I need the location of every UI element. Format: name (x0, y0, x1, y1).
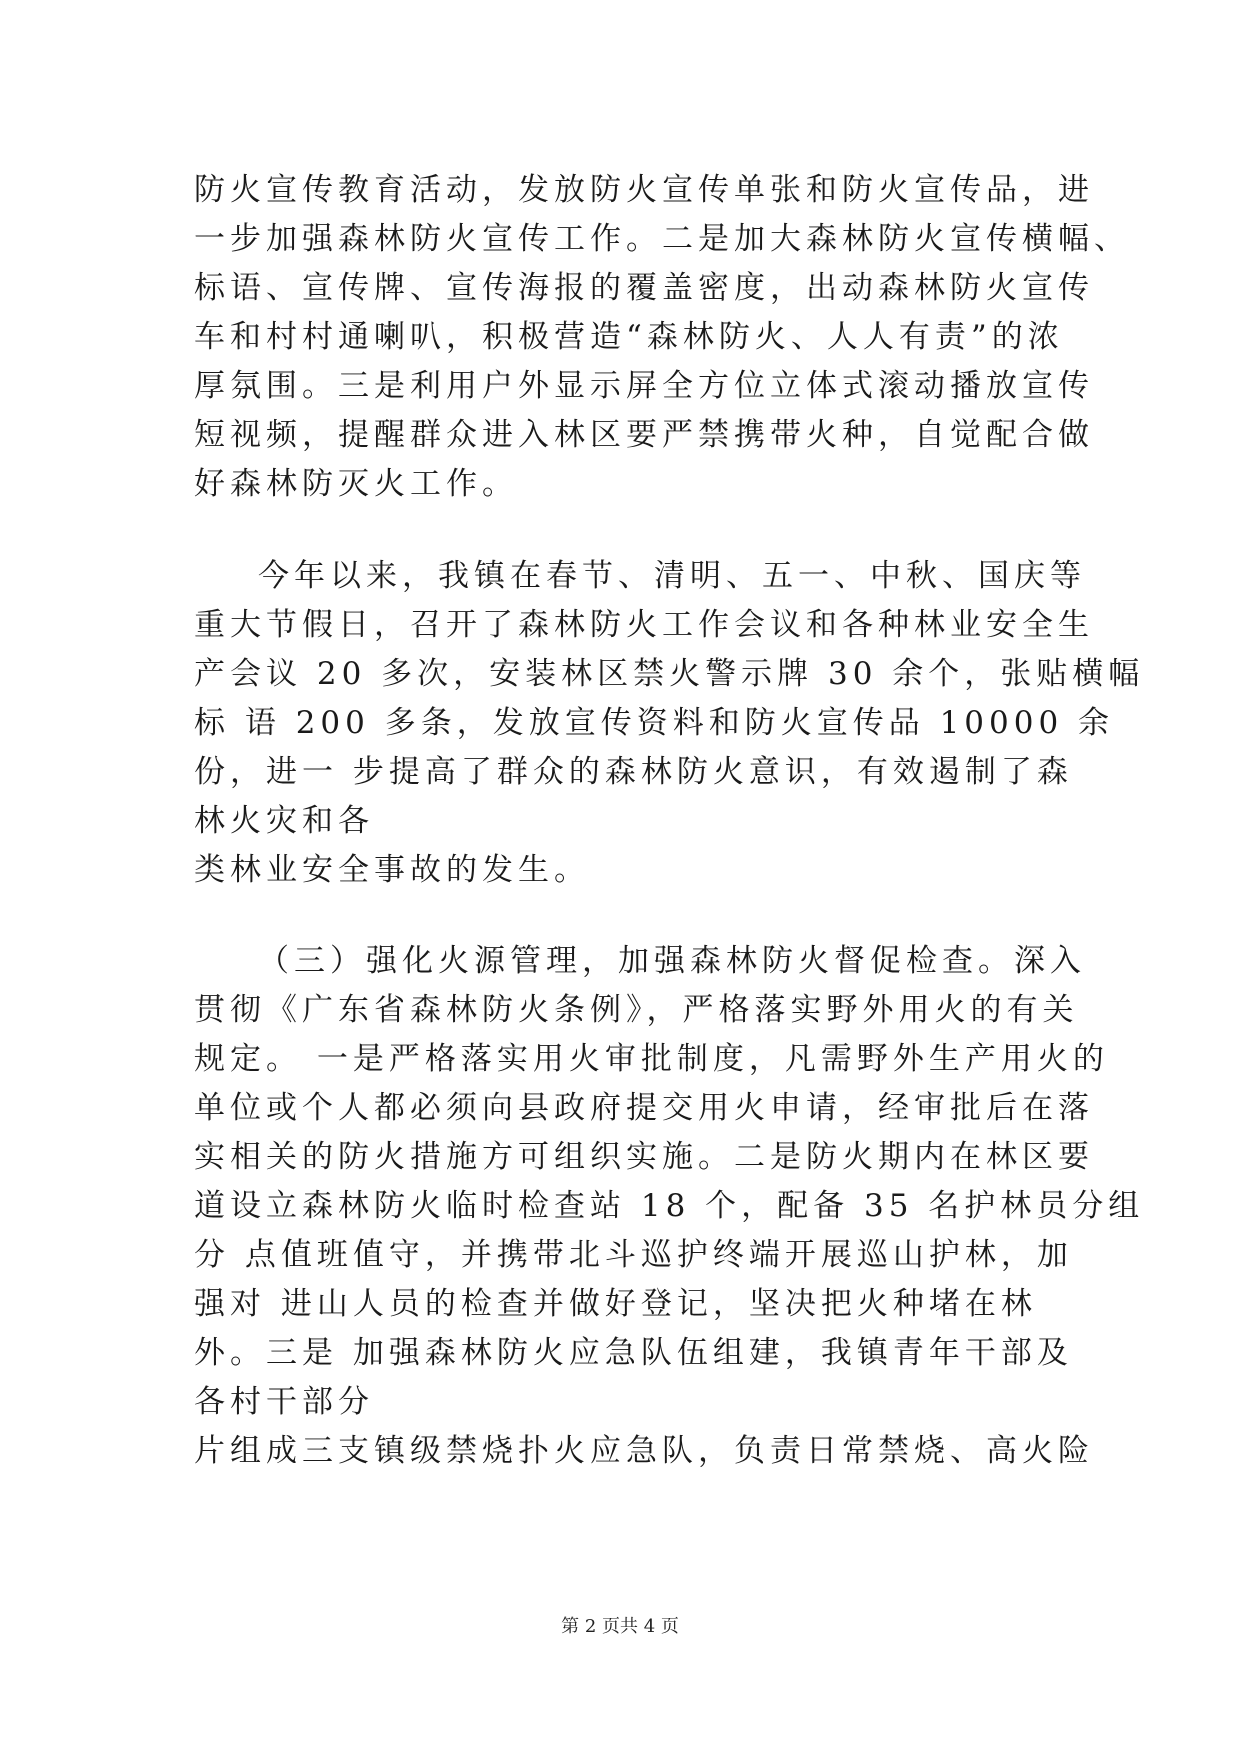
text-line: 重大节假日，召开了森林防火工作会议和各种林业安全生 (194, 607, 1094, 643)
text-line: 规定。 一是严格落实用火审批制度，凡需野外生产用火的 (194, 1041, 1109, 1077)
text-line: 短视频，提醒群众进入林区要严禁携带火种，自觉配合做 (194, 417, 1094, 453)
text-line: 实相关的防火措施方可组织实施。二是防火期内在林区要 (194, 1139, 1094, 1175)
text-line: 标 语 200 多条，发放宣传资料和防火宣传品 10000 余 (194, 705, 1115, 741)
text-line: 今年以来，我镇在春节、清明、五一、中秋、国庆等 (258, 558, 1086, 594)
text-line: 防火宣传教育活动，发放防火宣传单张和防火宣传品，进 (194, 172, 1094, 208)
text-line: 厚氛围。三是利用户外显示屏全方位立体式滚动播放宣传 (194, 368, 1094, 404)
text-line: 单位或个人都必须向县政府提交用火申请，经审批后在落 (194, 1090, 1094, 1126)
text-line: 外。三是 加强森林防火应急队伍组建，我镇青年干部及 (194, 1335, 1073, 1371)
text-line: 各村干部分 (194, 1384, 374, 1420)
page-number: 第 2 页共 4 页 (561, 1616, 679, 1637)
text-line: 类林业安全事故的发生。 (194, 852, 590, 888)
text-line: 林火灾和各 (194, 803, 374, 839)
text-line: （三）强化火源管理，加强森林防火督促检查。深入 (258, 943, 1086, 979)
text-line: 好森林防灭火工作。 (194, 466, 518, 502)
text-line: 分 点值班值守，并携带北斗巡护终端开展巡山护林，加 (194, 1237, 1073, 1273)
text-line: 强对 进山人员的检查并做好登记，坚决把火种堵在林 (194, 1286, 1037, 1322)
text-line: 片组成三支镇级禁烧扑火应急队，负责日常禁烧、高火险 (194, 1433, 1094, 1469)
text-line: 贯彻《广东省森林防火条例》，严格落实野外用火的有关 (194, 992, 1079, 1028)
text-line: 车和村村通喇叭，积极营造“森林防火、人人有责”的浓 (194, 319, 1064, 355)
text-line: 道设立森林防火临时检查站 18 个，配备 35 名护林员分组 (194, 1188, 1145, 1224)
text-line: 产会议 20 多次，安装林区禁火警示牌 30 余个，张贴横幅 (194, 656, 1145, 692)
text-line: 一步加强森林防火宣传工作。二是加大森林防火宣传横幅、 (194, 221, 1130, 257)
text-line: 标语、宣传牌、宣传海报的覆盖密度，出动森林防火宣传 (194, 270, 1094, 306)
text-line: 份，进一 步提高了群众的森林防火意识，有效遏制了森 (194, 754, 1073, 790)
